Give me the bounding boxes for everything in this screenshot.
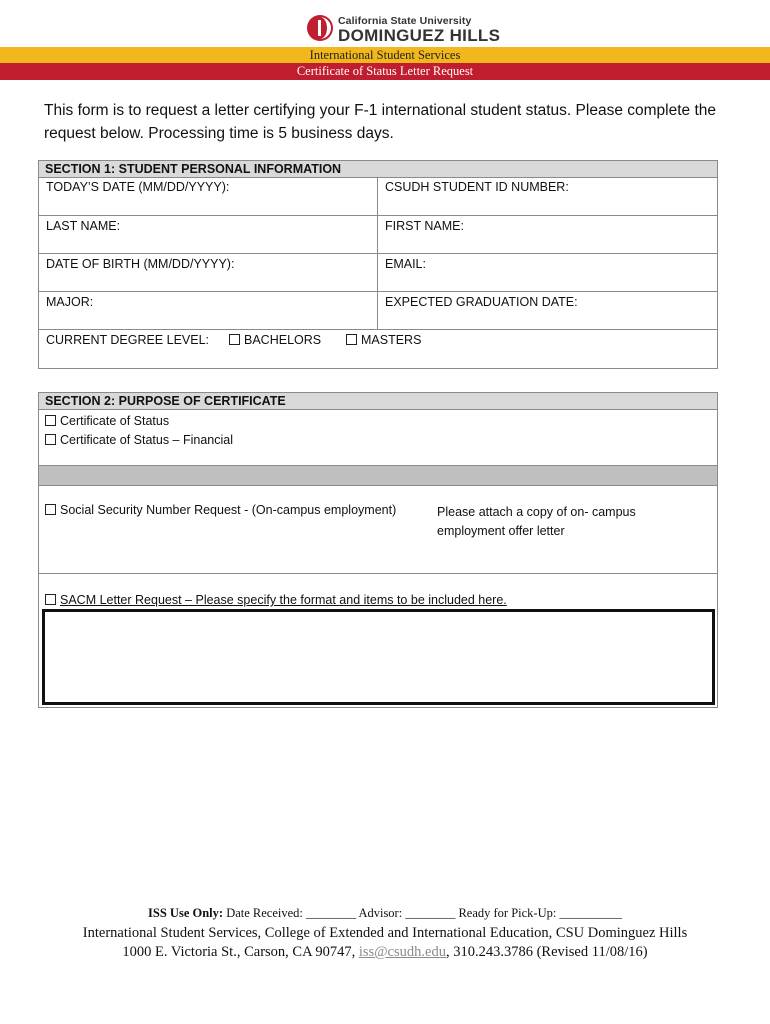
iss-use-only-label: ISS Use Only:: [148, 906, 224, 920]
footer-email-link[interactable]: iss@csudh.edu: [358, 944, 446, 960]
grad-date-label: EXPECTED GRADUATION DATE:: [385, 295, 578, 309]
footer-contact-line: [0, 944, 770, 961]
option-label: Certificate of Status: [60, 414, 170, 428]
footer-address: 1000 E. Victoria St., Carson, CA 90747,: [122, 944, 359, 960]
dob-field[interactable]: [39, 254, 378, 291]
certificate-options: [39, 410, 717, 466]
csudh-logo-icon: [306, 14, 334, 42]
sacm-row: [39, 574, 717, 707]
ssn-request-option[interactable]: [45, 503, 396, 517]
certificate-of-status-option[interactable]: [45, 412, 717, 431]
footer-phone: , 310.243.3786 (Revised 11/08/16): [445, 944, 648, 960]
iss-use-only-fields: Date Received: ________ Advisor: ________ Ready for Pick-Up: __________: [226, 906, 622, 920]
table-row: [39, 292, 717, 330]
degree-level-label: CURRENT DEGREE LEVEL:: [46, 333, 210, 347]
intro-text: This form is to request a letter certifying your F-1 international student status. Please complete the request below. Processing time is 5 business days.: [44, 102, 716, 142]
bachelors-checkbox[interactable]: [229, 334, 240, 345]
grad-date-field[interactable]: [378, 292, 717, 329]
university-logo: [306, 14, 501, 48]
option-label: Certificate of Status – Financial: [60, 433, 233, 447]
todays-date-field[interactable]: [39, 178, 378, 215]
checkbox[interactable]: [45, 434, 56, 445]
dob-label: DATE OF BIRTH (MM/DD/YYYY):: [46, 257, 235, 271]
checkbox[interactable]: [45, 594, 56, 605]
major-field[interactable]: [39, 292, 378, 329]
student-id-field[interactable]: [378, 178, 717, 215]
masters-option[interactable]: [346, 333, 421, 347]
last-name-field[interactable]: [39, 216, 378, 253]
last-name-label: LAST NAME:: [46, 219, 121, 233]
table-row: [39, 254, 717, 292]
bachelors-label: BACHELORS: [244, 333, 322, 347]
section2-title: SECTION 2: PURPOSE OF CERTIFICATE: [39, 393, 717, 410]
sacm-details-textarea[interactable]: [42, 609, 715, 705]
first-name-field[interactable]: [378, 216, 717, 253]
table-row: [39, 216, 717, 254]
sacm-request-label: SACM Letter Request – Please specify the format and items to be included here.: [60, 593, 507, 607]
section1-title: SECTION 1: STUDENT PERSONAL INFORMATION: [39, 161, 717, 178]
major-label: MAJOR:: [46, 295, 94, 309]
bachelors-option[interactable]: [229, 333, 321, 347]
divider-band: [39, 466, 717, 486]
email-field[interactable]: [378, 254, 717, 291]
section2-table: [38, 392, 718, 708]
footer-office-line: International Student Services, College of Extended and International Education, CSU Dominguez Hills: [82, 925, 688, 941]
office-band: International Student Services: [0, 47, 770, 63]
degree-level-cell: [39, 330, 717, 368]
logo-text-csu: California State University: [338, 15, 472, 27]
checkbox[interactable]: [45, 415, 56, 426]
email-label: EMAIL:: [385, 257, 426, 271]
iss-use-only-line: [0, 906, 770, 921]
masters-label: MASTERS: [361, 333, 422, 347]
student-id-label: CSUDH STUDENT ID NUMBER:: [385, 180, 569, 194]
table-row: [39, 178, 717, 216]
section1-table: [38, 160, 718, 369]
first-name-label: FIRST NAME:: [385, 219, 464, 233]
checkbox[interactable]: [45, 504, 56, 515]
ssn-request-row: [39, 486, 717, 574]
ssn-request-label: Social Security Number Request - (On-campus employment): [60, 503, 397, 517]
masters-checkbox[interactable]: [346, 334, 357, 345]
degree-level-row: [39, 330, 717, 368]
logo-text-dh: DOMINGUEZ HILLS: [338, 26, 501, 45]
form-title-band: Certificate of Status Letter Request: [0, 63, 770, 80]
certificate-financial-option[interactable]: [45, 431, 717, 450]
sacm-request-option[interactable]: [45, 593, 507, 607]
todays-date-label: TODAY’S DATE (MM/DD/YYYY):: [46, 180, 230, 194]
ssn-note: Please attach a copy of on- campus employment offer letter: [437, 505, 636, 538]
